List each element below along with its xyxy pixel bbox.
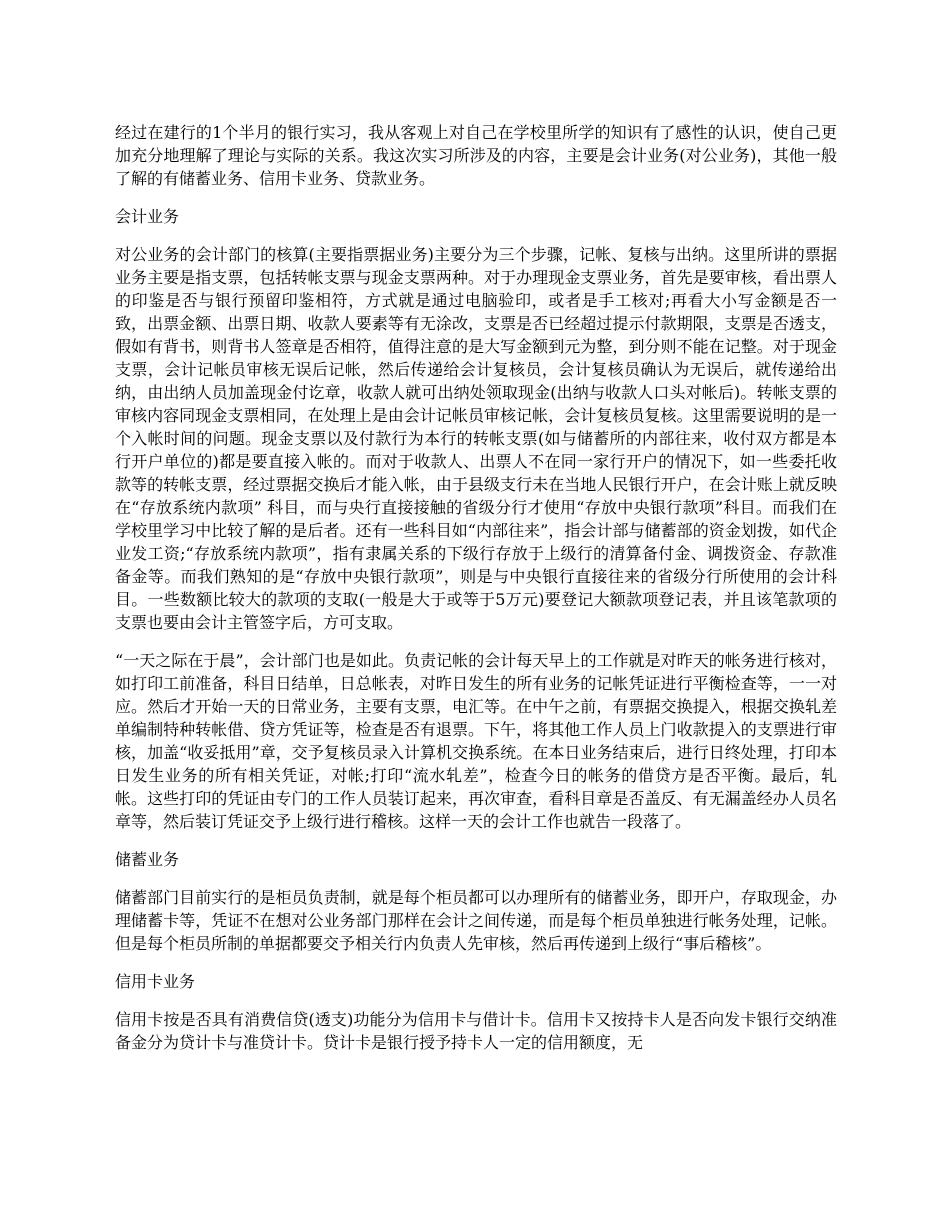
section-heading-accounting: 会计业务 <box>115 207 180 226</box>
document-page <box>115 121 837 1069</box>
accounting-paragraph-1: 对公业务的会计部门的核算(主要指票据业务)主要分为三个步骤，记帐、复核与出纳。这里所讲的票据业务主要是指支票，包括转帐支票与现金支票两种。对于办理现金支票业务，首先是要审核，看出票人的印鉴是否与银行预留印鉴相符，方式就是通过电脑验印，或者是手工核对;再看大小写金额是否一致，出票金额、出票日期、收款人要素等有无涂改，支票是否已经超过提示付款期限，支票是否透支，假如有背书，则背书人签章是否相符，值得注意的是大写金额到元为整，到分则不能在记整。对于现金支票，会计记帐员审核无误后记帐，然后传递给会计复核员，会计复核员确认为无误后，就传递给出纳，由出纳人员加盖现金付讫章，收款人就可出纳处领取现金(出纳与收款人口头对帐后)。转帐支票的审核内容同现金支票相同，在处理上是由会计记帐员审核记帐，会计复核员复核。这里需要说明的是一个入帐时间的问题。现金支票以及付款行为本行的转帐支票(如与储蓄所的内部往来，收付双方都是本行开户单位的)都是要直接入帐的。而对于收款人、出票人不在同一家行开户的情况下，如一些委托收款等的转帐支票，经过票据交换后才能入帐，由于县级支行未在当地人民银行开户，在会计账上就反映在“存放系统内款项” 科目，而与央行直接接触的省级分行才使用“存放中央银行款项”科目。而我们在学校里学习中比较了解的是后者。还有一些科目如“内部往来”，指会计部与储蓄部的资金划拨，如代企业发工资;“存放系统内款项”，指有隶属关系的下级行存放于上级行的清算备付金、调拨资金、存款准备金等。而我们熟知的是“存放中央银行款项”，则是与中央银行直接往来的省级分行所使用的会计科目。一些数额比较大的款项的支取(一般是大于或等于5万元)要登记大额款项登记表，并且该笔款项的支票也要由会计主管签字后，方可支取。 <box>115 245 837 632</box>
accounting-paragraph-2: “一天之际在于晨”，会计部门也是如此。负责记帐的会计每天早上的工作就是对昨天的帐务进行核对，如打印工前准备，科目日结单，日总帐表，对昨日发生的所有业务的记帐凭证进行平衡检查等，一一对应。然后才开始一天的日常业务，主要有支票，电汇等。在中午之前，有票据交换提入，根据交换轧差单编制特种转帐借、贷方凭证等，检查是否有退票。下午，将其他工作人员上门收款提入的支票进行审核，加盖“收妥抵用”章，交予复核员录入计算机交换系统。在本日业务结束后，进行日终处理，打印本日发生业务的所有相关凭证，对帐;打印“流水轧差”，检查今日的帐务的借贷方是否平衡。最后，轧帐。这些打印的凭证由专门的工作人员装订起来，再次审查，看科目章是否盖反、有无漏盖经办人员名章等，然后装订凭证交予上级行进行稽核。这样一天的会计工作也就告一段落了。 <box>115 651 837 831</box>
savings-paragraph: 储蓄部门目前实行的是柜员负责制，就是每个柜员都可以办理所有的储蓄业务，即开户，存取现金，办理储蓄卡等，凭证不在想对公业务部门那样在会计之间传递，而是每个柜员单独进行帐务处理，记帐。但是每个柜员所制的单据都要交予相关行内负责人先审核，然后再传递到上级行“事后稽核”。 <box>115 888 837 953</box>
section-heading-savings: 储蓄业务 <box>115 850 180 869</box>
intro-paragraph: 经过在建行的1个半月的银行实习，我从客观上对自己在学校里所学的知识有了感性的认识，使自己更加充分地理解了理论与实际的关系。我这次实习所涉及的内容，主要是会计业务(对公业务)，其他一般了解的有储蓄业务、信用卡业务、贷款业务。 <box>115 123 837 188</box>
credit-card-paragraph: 信用卡按是否具有消费信贷(透支)功能分为信用卡与借计卡。信用卡又按持卡人是否向发卡银行交纳准备金分为贷计卡与准贷计卡。贷计卡是银行授予持卡人一定的信用额度，无 <box>115 1010 837 1052</box>
section-heading-credit-card: 信用卡业务 <box>115 972 196 991</box>
